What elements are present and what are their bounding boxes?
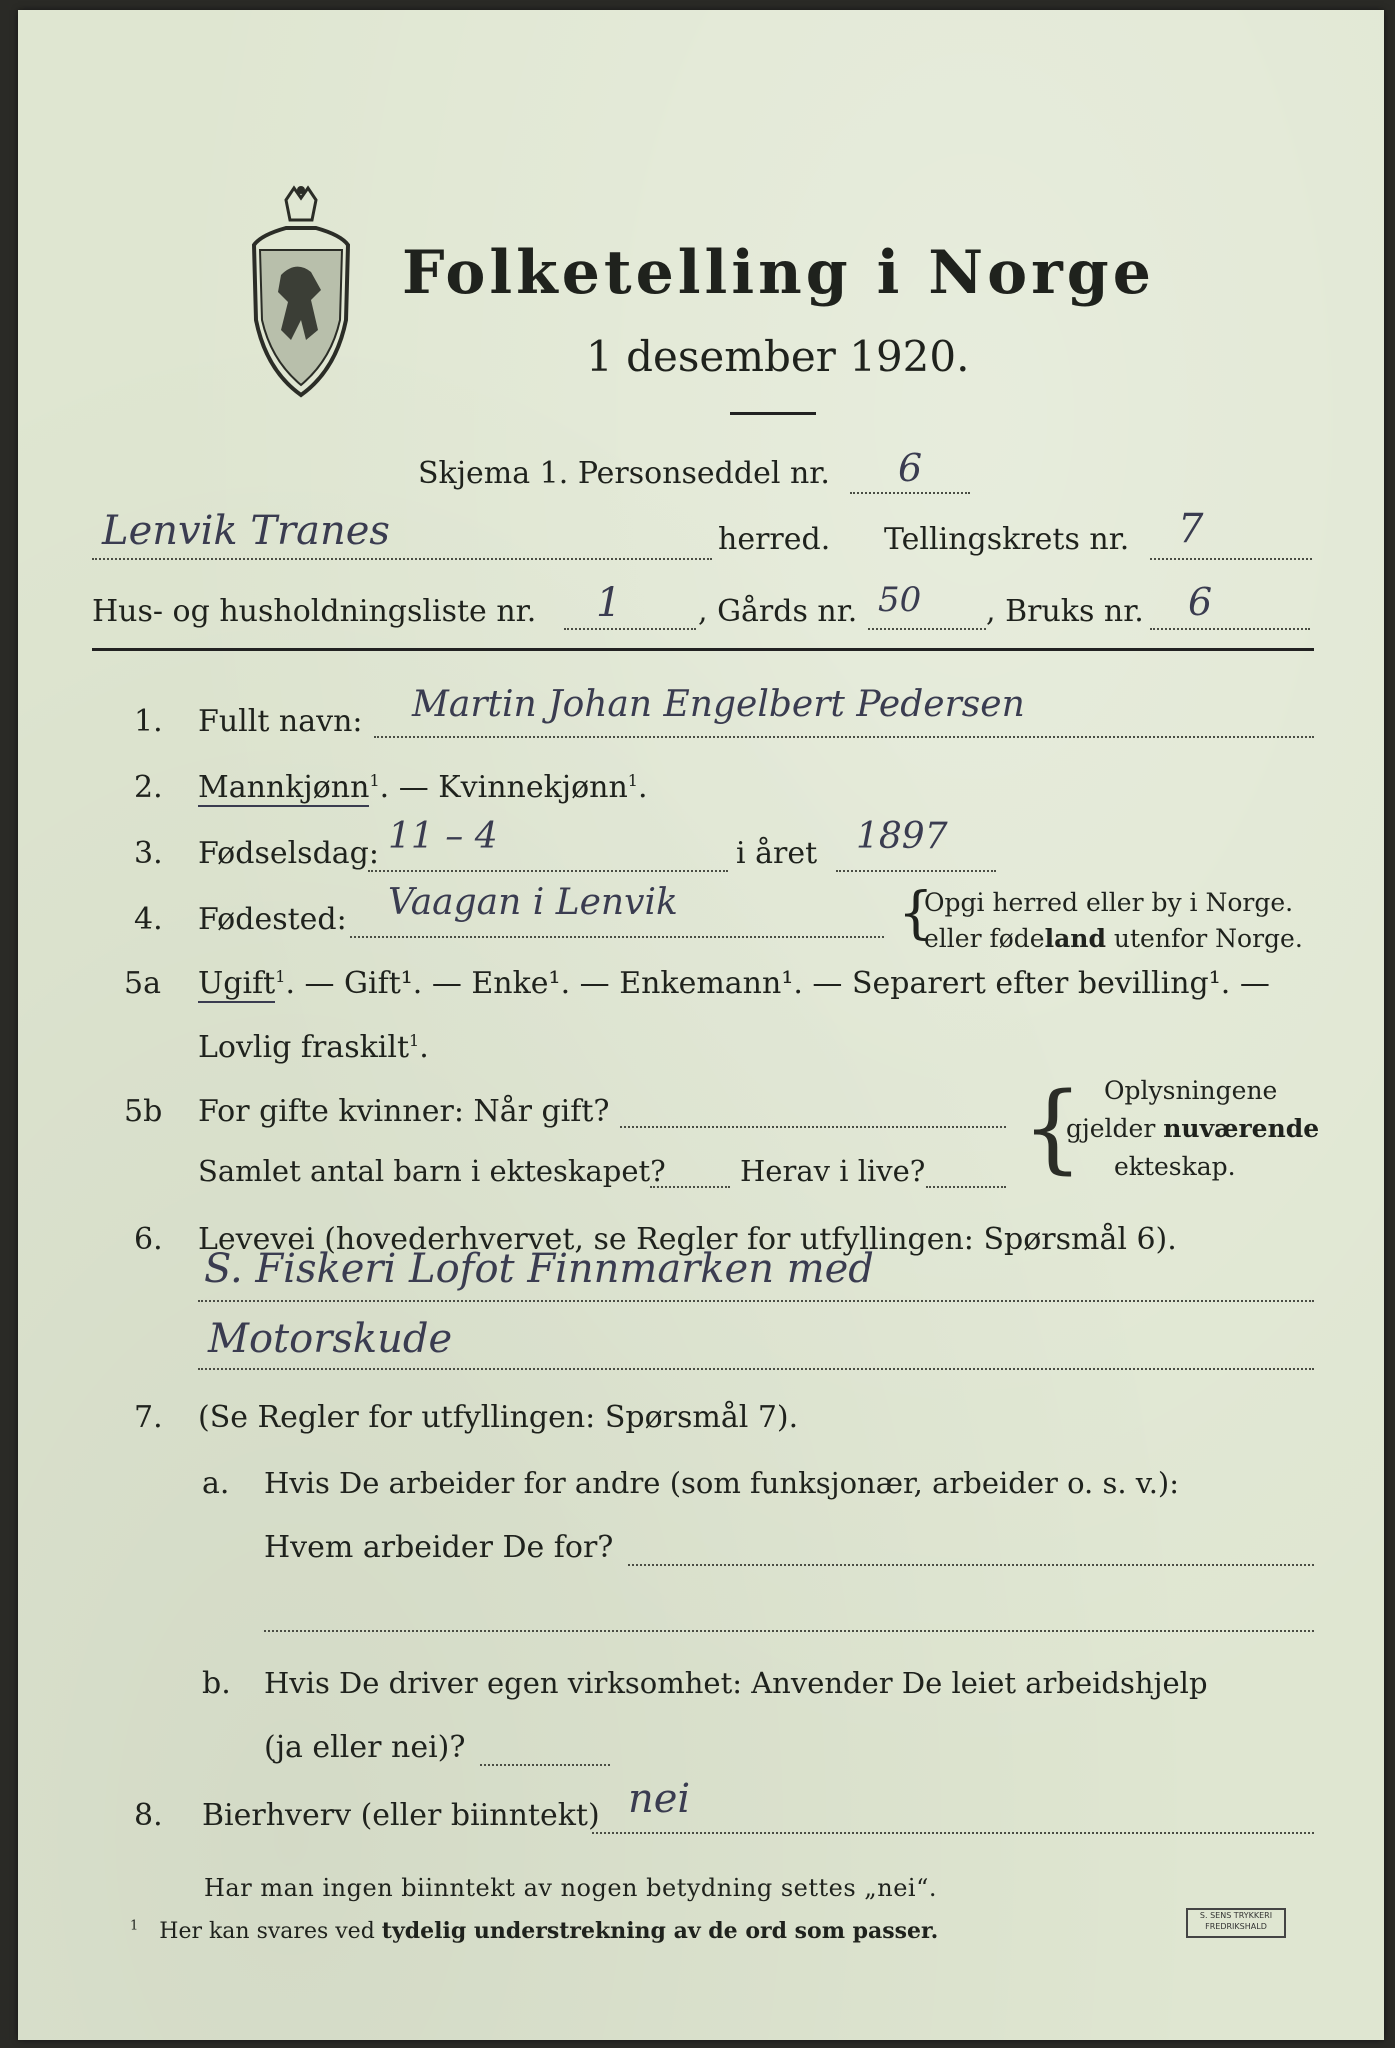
title-divider	[730, 412, 816, 415]
q4-number: 4.	[134, 902, 163, 937]
bruks-label: , Bruks nr.	[986, 594, 1144, 629]
q5b-note-line2	[1066, 1114, 1319, 1143]
q2-male-option: Mannkjønn	[198, 770, 370, 805]
q7b-answer-line	[480, 1764, 610, 1766]
q6-line1	[198, 1300, 1314, 1302]
q8-number: 8.	[134, 1798, 163, 1833]
household-list-line	[564, 628, 696, 630]
tellingskrets-label: Tellingskrets nr.	[884, 522, 1130, 557]
municipality-value: Lenvik Tranes	[102, 508, 390, 554]
q4-note-part-a: eller føde	[924, 924, 1045, 953]
form-title: Folketelling i Norge	[402, 238, 1155, 308]
q3-number: 3.	[134, 836, 163, 871]
q8-label: Bierhverv (eller biinntekt)	[202, 1798, 600, 1833]
q2-number: 2.	[134, 770, 163, 805]
q7a-employer-line1	[628, 1564, 1314, 1566]
q7b-line2: (ja eller nei)?	[264, 1730, 466, 1765]
q4-bracket: {	[898, 881, 934, 946]
footer-note: Har man ingen biinntekt av nogen betydning settes „nei“.	[204, 1874, 937, 1902]
q7a-line2: Hvem arbeider De for?	[264, 1530, 614, 1565]
q4-note-line2	[924, 924, 1303, 953]
q6-number: 6.	[134, 1222, 163, 1257]
q7a-number: a.	[202, 1466, 230, 1501]
q5b-label: For gifte kvinner: Når gift?	[198, 1094, 610, 1129]
q3-label: Fødselsdag:	[198, 836, 379, 871]
q3-year-line	[836, 870, 996, 872]
q6-occupation-value-line2: Motorskude	[208, 1316, 453, 1362]
schema-number-value: 6	[898, 446, 923, 490]
q4-label: Fødested:	[198, 902, 347, 937]
q5b-note-part-a: gjelder	[1066, 1114, 1164, 1143]
q7-number: 7.	[134, 1400, 163, 1435]
q2-separator: . —	[379, 770, 439, 805]
q5a-number: 5a	[124, 966, 161, 1001]
q3-year-value: 1897	[856, 816, 948, 857]
q7a-employer-line2	[264, 1630, 1314, 1632]
printer-stamp: S. SENS TRYKKERI FREDRIKSHALD	[1186, 1908, 1286, 1938]
header-divider	[92, 648, 1314, 651]
footnote-text-b: tydelig understrekning av de ord som passer.	[381, 1918, 939, 1944]
q4-note-part-b: land	[1044, 924, 1106, 953]
q7b-number: b.	[202, 1666, 231, 1701]
q5b-note-part-b: nuværende	[1163, 1114, 1320, 1143]
q8-line	[592, 1832, 1314, 1834]
gards-label: , Gårds nr.	[698, 594, 858, 629]
q1-line	[374, 736, 1314, 738]
herred-label: herred.	[718, 522, 831, 557]
municipality-line	[92, 558, 712, 560]
q5a-ugift-option: Ugift	[198, 966, 276, 1001]
q5a-line2: Lovlig fraskilt$^1$.	[198, 1030, 429, 1065]
q2-options	[198, 770, 648, 805]
bruks-line	[1150, 628, 1310, 630]
tellingskrets-value: 7	[1178, 506, 1204, 552]
q5a-fraskilt-option: Lovlig fraskilt	[198, 1030, 410, 1065]
q2-female-option: Kvinnekjønn	[438, 770, 628, 805]
q3-year-label: i året	[736, 836, 818, 871]
q4-note-line1: Opgi herred eller by i Norge.	[924, 888, 1294, 917]
q3-line	[368, 870, 728, 872]
form-date: 1 desember 1920.	[586, 332, 970, 381]
q5a-other-options: . — Gift¹. — Enke¹. — Enkemann¹. — Separert efter bevilling¹. —	[285, 966, 1270, 1001]
q1-number: 1.	[134, 704, 163, 739]
q5b-bracket: {	[1022, 1072, 1084, 1184]
q2-female-footnote: 1	[627, 771, 638, 790]
q1-label: Fullt navn:	[198, 704, 363, 739]
q3-birthday-value: 11 – 4	[388, 816, 498, 857]
q7a-line1: Hvis De arbeider for andre (som funksjonær, arbeider o. s. v.):	[264, 1466, 1180, 1500]
q6-label: Levevei (hovederhvervet, se Regler for utfyllingen: Spørsmål 6).	[198, 1222, 1177, 1257]
q5b-married-line	[620, 1126, 1006, 1128]
q5b-note-line3: ekteskap.	[1114, 1152, 1236, 1181]
q1-full-name-value: Martin Johan Engelbert Pedersen	[412, 684, 1025, 725]
schema-line	[850, 492, 970, 494]
q6-line2	[198, 1368, 1314, 1370]
q7b-line1: Hvis De driver egen virksomhet: Anvender De leiet arbeidshjelp	[264, 1666, 1208, 1700]
q5b-number: 5b	[124, 1094, 163, 1129]
household-list-label: Hus- og husholdningsliste nr.	[92, 594, 537, 629]
q4-birthplace-value: Vaagan i Lenvik	[388, 882, 678, 923]
footnote-number: 1	[130, 1918, 139, 1934]
bruks-value: 6	[1188, 580, 1213, 624]
q5b-alive-line	[926, 1186, 1006, 1188]
q5b-alive-label: Herav i live?	[740, 1154, 926, 1188]
q4-line	[350, 936, 884, 938]
household-list-value: 1	[596, 580, 622, 626]
q2-male-footnote: 1	[369, 771, 380, 790]
q7-label: (Se Regler for utfyllingen: Spørsmål 7).	[198, 1400, 799, 1435]
q5a-options	[198, 966, 1270, 1001]
footnote	[130, 1918, 938, 1944]
q5b-note-line1: Oplysningene	[1104, 1076, 1278, 1105]
gards-line	[868, 628, 986, 630]
q6-occupation-value-line1: S. Fiskeri Lofot Finnmarken med	[204, 1246, 874, 1292]
q2-end: .	[637, 770, 648, 805]
q5b-children-line	[650, 1186, 730, 1188]
schema-label: Skjema 1. Personseddel nr.	[418, 456, 830, 491]
tellingskrets-line	[1150, 558, 1312, 560]
q5b-children-label: Samlet antal barn i ekteskapet?	[198, 1154, 666, 1188]
norwegian-coat-of-arms-icon	[246, 180, 356, 400]
q5a-ugift-footnote: 1	[275, 967, 286, 986]
footnote-text-a: Her kan svares ved	[159, 1919, 382, 1944]
q4-note-part-c: utenfor Norge.	[1105, 924, 1303, 953]
census-form-sheet	[18, 10, 1384, 2040]
q5a-fraskilt-footnote: 1	[409, 1031, 420, 1050]
q8-secondary-income-value: nei	[628, 1776, 691, 1822]
gards-value: 50	[878, 580, 922, 620]
